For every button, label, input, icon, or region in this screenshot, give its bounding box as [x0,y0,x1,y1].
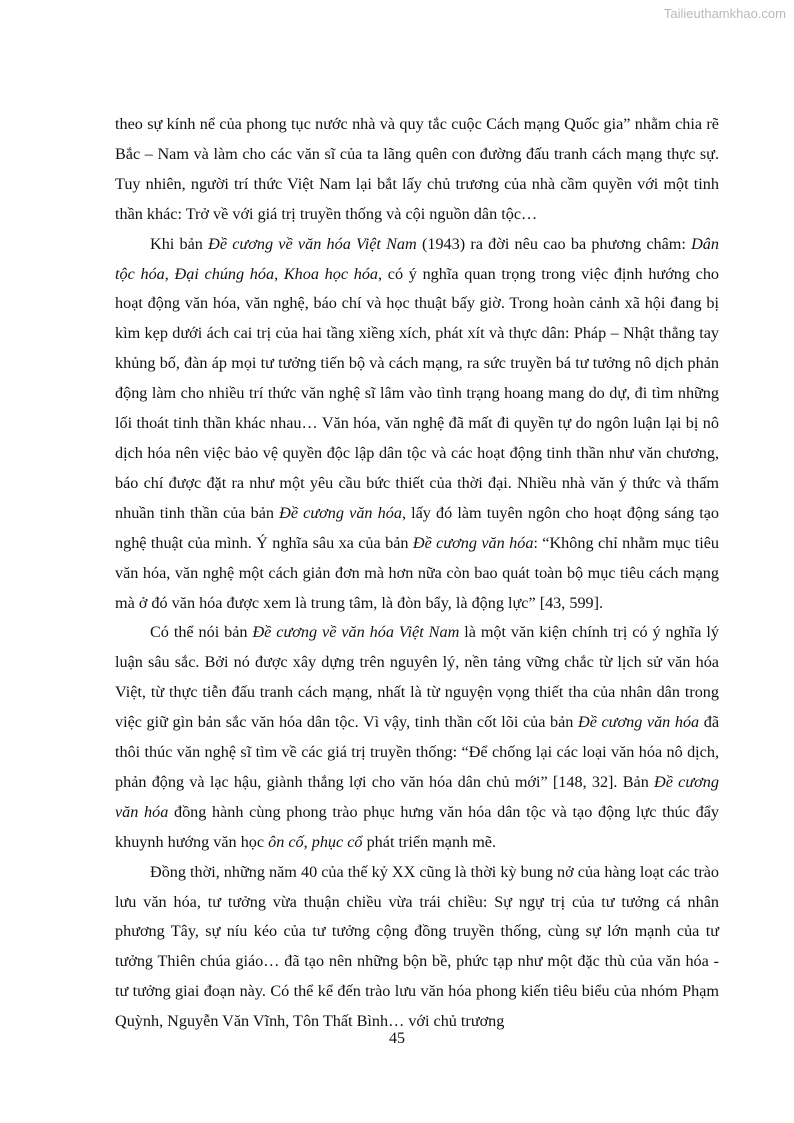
italic-text-run: Khoa học hóa [283,264,379,283]
text-run: : “Không chỉ nhằm mục tiêu văn hóa, văn nghệ một cách giản đơn mà hơn nữa còn bao quát toàn bộ mục tiêu cách mạng mà ở đó văn hóa được xem là trung tâm, là đòn bẩy, là động lực” [43, 599]. [115,533,720,612]
paragraph-2 [115,230,719,619]
italic-text-run: Đề cương văn hóa [412,533,534,552]
page-body [115,110,719,1037]
text-run: đồng hành cùng phong trào phục hưng văn hóa dân tộc và tạo động lực thúc đẩy khuynh hướng văn học [115,802,719,851]
italic-text-run: Đại chúng hóa [174,264,275,283]
text-run: (1943) ra đời nêu cao ba phương châm: [416,234,692,253]
text-run: , có ý nghĩa quan trọng trong việc định hướng cho hoạt động văn hóa, văn nghệ, báo chí và học thuật bấy giờ. Trong hoàn cảnh xã hội đang bị kìm kẹp dưới ách cai trị của hai tầng xiềng xích, phát xít và thực dân: Pháp – Nhật thẳng tay khủng bố, đàn áp mọi tư tưởng tiến bộ và cách mạng, ra sức truyền bá tư tưởng nô dịch phản động làm cho nhiều trí thức văn nghệ sĩ lâm vào tình trạng hoang mang do dự, đi tìm những lối thoát tinh thần khác nhau… Văn hóa, văn nghệ đã mất đi quyền tự do ngôn luận lại bị nô dịch hóa nên việc bảo vệ quyền độc lập dân tộc và các hoạt động tinh thần như văn chương, báo chí được đặt ra như một yêu cầu bức thiết của thời đại. Nhiều nhà văn ý thức và thấm nhuần tinh thần của bản [115,264,720,522]
text-run: phát triển mạnh mẽ. [362,832,497,851]
text-run: Đồng thời, những năm 40 của thế kỷ XX cũng là thời kỳ bung nở của hàng loạt các trào lưu văn hóa, tư tưởng vừa thuận chiều vừa trái chiều: Sự ngự trị của tư tưởng cá nhân phương Tây, sự níu kéo của tư tưởng cộng đồng truyền thống, cùng sự lớn mạnh của tư tưởng Thiên chúa giáo… đã tạo nên những bộn bề, phức tạp như một đặc thù của văn hóa - tư tưởng giai đoạn này. Có thể kể đến trào lưu văn hóa phong kiến tiêu biểu của nhóm Phạm Quỳnh, Nguyễn Văn Vĩnh, Tôn Thất Bình… với chủ trương [115,862,719,1031]
text-run: Có thể nói bản [150,623,253,642]
watermark-text: Tailieuthamkhao.com [663,6,786,21]
italic-text-run: Đề cương về văn hóa Việt Nam [208,234,417,253]
paragraph-3 [115,618,719,857]
paragraph-4 [115,858,719,1037]
italic-text-run: Dân tộc hóa [115,234,719,283]
text-run: đã thôi thúc văn nghệ sĩ tìm về các giá trị truyền thống: “Để chống lại các loại văn hóa nô dịch, phản động và lạc hậu, giành thắng lợi cho văn hóa dân chủ mới” [148, 32]. Bản [115,713,720,791]
text-run: là một văn kiện chính trị có ý nghĩa lý luận sâu sắc. Bởi nó được xây dựng trên nguyên lý, nền tảng vững chắc từ lịch sử văn hóa Việt, từ thực tiễn đấu tranh cách mạng, nhất là từ nguyện vọng thiết tha của nhân dân trong việc giữ gìn bản sắc văn hóa dân tộc. Vì vậy, tinh thần cốt lõi của bản [115,623,719,732]
text-run: , [164,264,175,283]
text-run: theo sự kính nể của phong tục nước nhà và quy tắc cuộc Cách mạng Quốc gia” nhằm chia rẽ Bắc – Nam và làm cho các văn sĩ của ta lãng quên con đường đấu tranh cách mạng thực sự. Tuy nhiên, người trí thức Việt Nam lại bắt lấy chủ trương của nhà cầm quyền với một tinh thần khác: Trở về với giá trị truyền thống và cội nguồn dân tộc… [115,115,719,223]
italic-text-run: Đề cương văn hóa [279,503,402,522]
text-run: , [274,264,284,283]
italic-text-run: Đề cương văn hóa [115,772,719,821]
italic-text-run: Đề cương văn hóa [578,713,700,732]
text-run: , lấy đó làm tuyên ngôn cho hoạt động sáng tạo nghệ thuật của mình. Ý nghĩa sâu xa của bản [115,503,720,552]
page-number: 45 [389,1030,405,1047]
paragraph-1 [115,110,719,230]
text-run: Khi bản [150,234,209,253]
italic-text-run: ôn cố, phục cổ [268,832,363,851]
italic-text-run: Đề cương về văn hóa Việt Nam [252,623,460,642]
